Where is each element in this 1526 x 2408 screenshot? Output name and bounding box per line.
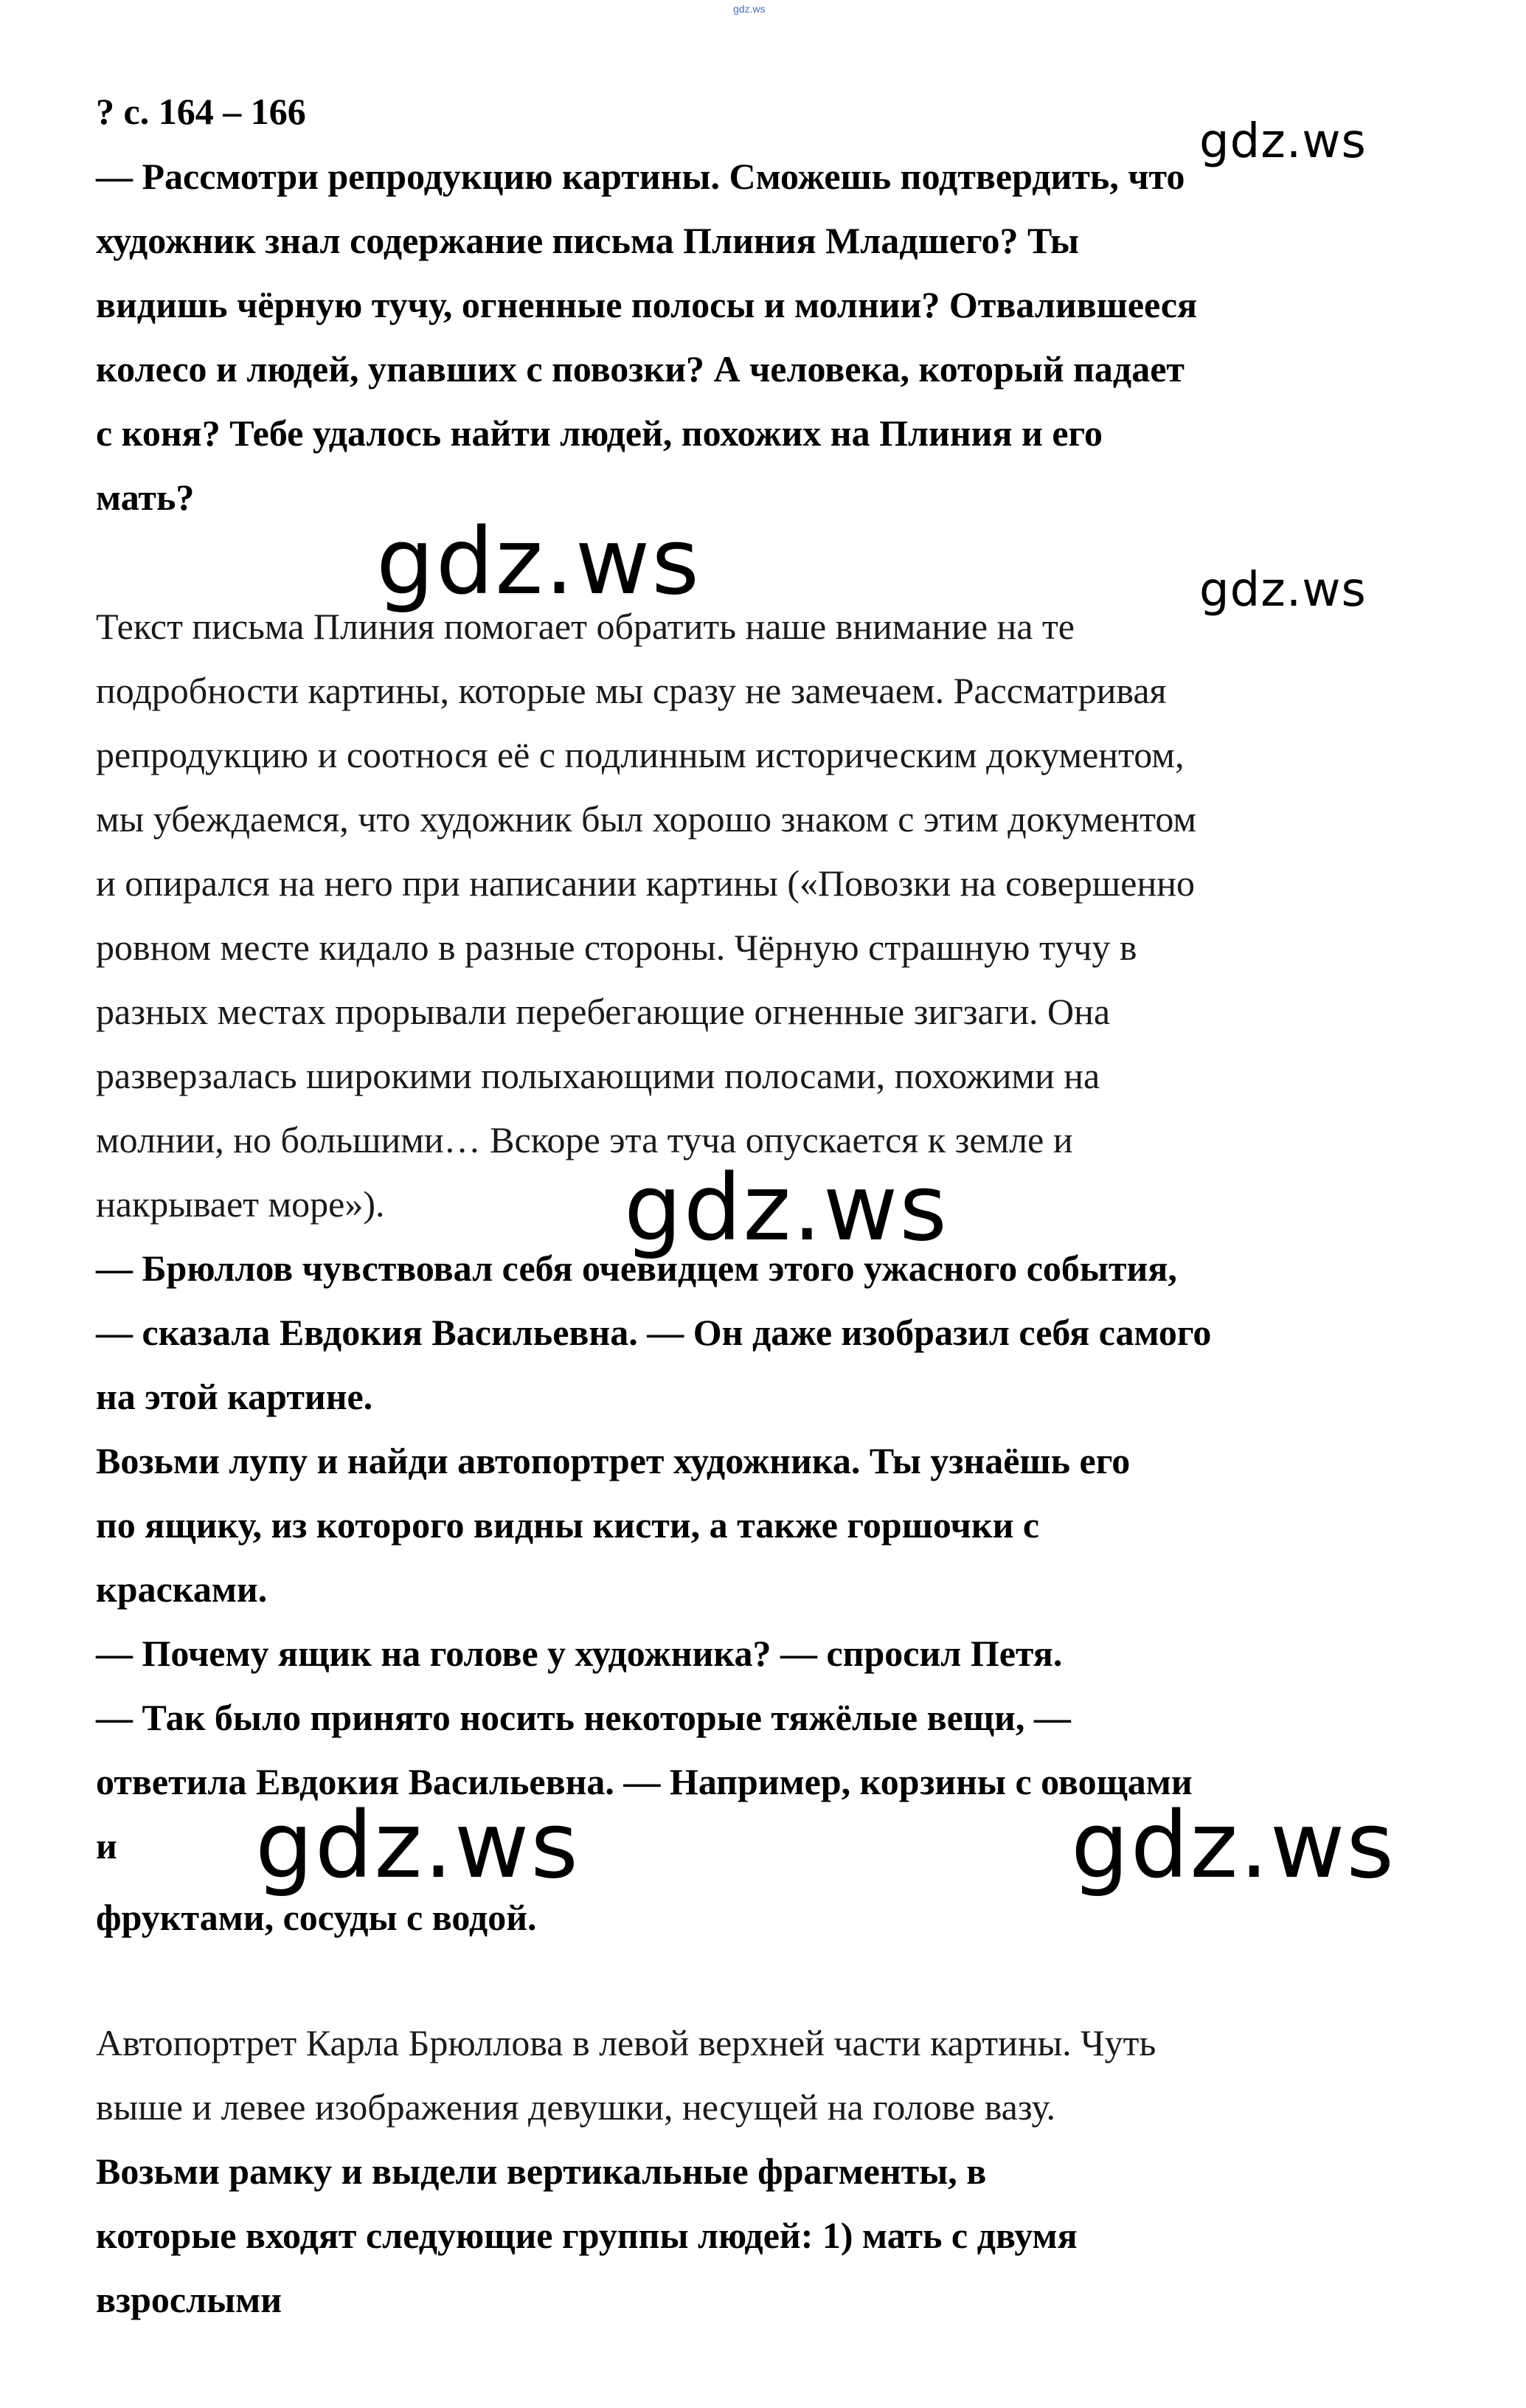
question-line: по ящику, из которого видны кисти, а также горшочки с	[96, 1504, 1040, 1546]
question-line: взрослыми	[96, 2279, 282, 2320]
answer-line: разных местах прорывали перебегающие огненные зигзаги. Она	[96, 991, 1111, 1032]
page-reference: ? с. 164 – 166	[96, 91, 306, 132]
question-line: Возьми лупу и найди автопортрет художника. Ты узнаёшь его	[96, 1440, 1131, 1481]
question-line: которые входят следующие группы людей: 1) мать с двумя	[96, 2215, 1078, 2256]
question-line: — Рассмотри репродукцию картины. Сможешь подтвердить, что	[96, 156, 1185, 197]
answer-line: мы убеждаемся, что художник был хорошо знаком с этим документом	[96, 798, 1197, 840]
question-line: мать?	[96, 477, 195, 518]
question-line: — Брюллов чувствовал себя очевидцем этого ужасного события,	[96, 1248, 1177, 1289]
watermark: gdz.ws	[376, 509, 701, 615]
question-line: на этой картине.	[96, 1376, 373, 1417]
question-line: — Почему ящик на голове у художника? — спросил Петя.	[96, 1633, 1063, 1674]
watermark: gdz.ws	[1199, 114, 1367, 169]
question-line: красками.	[96, 1568, 268, 1610]
watermark: gdz.ws	[255, 1793, 580, 1899]
answer-line: репродукцию и соотнося её с подлинным историческим документом,	[96, 734, 1185, 775]
answer-line: Текст письма Плиния помогает обратить наше внимание на те	[96, 606, 1075, 647]
question-line: — Так было принято носить некоторые тяжёлые вещи, —	[96, 1697, 1071, 1738]
question-line: с коня? Тебе удалось найти людей, похожих на Плиния и его	[96, 412, 1103, 454]
question-line: и	[96, 1825, 117, 1866]
question-line: видишь чёрную тучу, огненные полосы и молнии? Отвалившееся	[96, 284, 1198, 325]
watermark: gdz.ws	[624, 1155, 948, 1262]
top-site-mark: gdz.ws	[733, 3, 766, 15]
answer-line: ровном месте кидало в разные стороны. Чёрную страшную тучу в	[96, 927, 1137, 968]
answer-line: накрывает море»).	[96, 1183, 385, 1225]
question-line: фруктами, сосуды с водой.	[96, 1897, 537, 1938]
answer-line: разверзалась широкими полыхающими полосами, похожими на	[96, 1055, 1100, 1096]
answer-line: выше и левее изображения девушки, несущей на голове вазу.	[96, 2086, 1056, 2128]
question-line: колесо и людей, упавших с повозки? А человека, который падает	[96, 348, 1185, 390]
question-line: ответила Евдокия Васильевна. — Например, корзины с овощами	[96, 1761, 1193, 1802]
question-line: Возьми рамку и выдели вертикальные фрагменты, в	[96, 2151, 987, 2192]
answer-line: и опирался на него при написании картины («Повозки на совершенно	[96, 862, 1196, 904]
answer-line: подробности картины, которые мы сразу не замечаем. Рассматривая	[96, 670, 1167, 711]
question-line: художник знал содержание письма Плиния Младшего? Ты	[96, 220, 1079, 261]
watermark: gdz.ws	[1199, 563, 1367, 617]
question-line: — сказала Евдокия Васильевна. — Он даже изобразил себя самого	[96, 1312, 1212, 1353]
answer-line: молнии, но большими… Вскоре эта туча опускается к земле и	[96, 1119, 1073, 1160]
answer-line: Автопортрет Карла Брюллова в левой верхней части картины. Чуть	[96, 2022, 1156, 2063]
watermark: gdz.ws	[1071, 1793, 1395, 1899]
